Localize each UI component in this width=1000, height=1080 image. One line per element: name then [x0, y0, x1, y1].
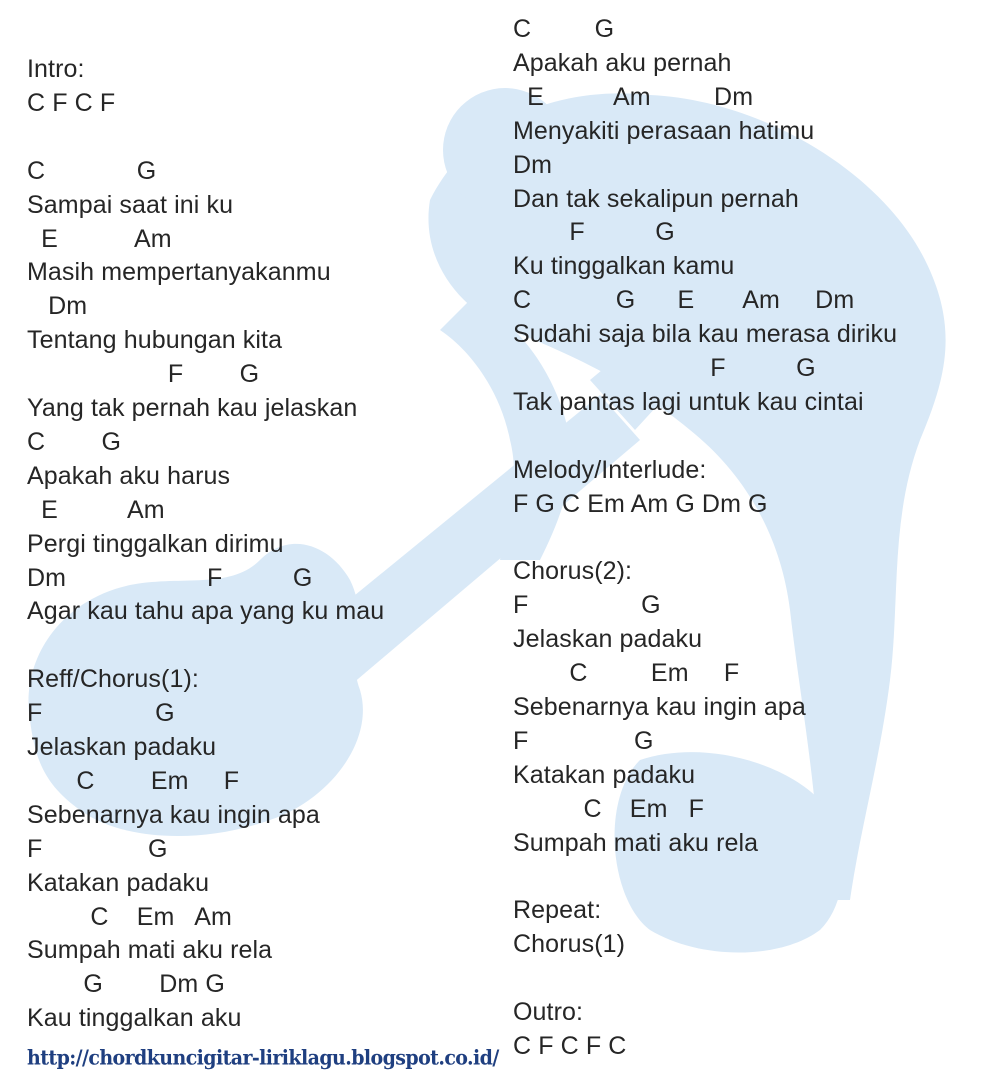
lyric-line: Reff/Chorus(1): [27, 665, 199, 694]
lyric-line: E Am Dm [513, 82, 754, 111]
lyric-line: Apakah aku harus [27, 461, 231, 490]
lyric-line: Sudahi saja bila kau merasa diriku [513, 320, 898, 349]
lyric-line: G Dm G [27, 970, 225, 999]
lyric-line: Katakan padaku [27, 868, 210, 897]
lyric-line: C G [27, 156, 157, 185]
lyric-line: Pergi tinggalkan dirimu [27, 529, 284, 558]
lyric-line: C Em Am [27, 902, 232, 931]
lyric-line: Repeat: [513, 896, 602, 925]
lyric-line: Jelaskan padaku [27, 733, 217, 761]
lyric-line: C G E Am Dm [513, 286, 855, 315]
lyric-line: Sumpah mati aku rela [27, 936, 273, 965]
lyric-line: F G [27, 834, 168, 863]
lyric-line: Dm [27, 292, 88, 321]
lyric-line: Chorus(1) [513, 930, 626, 959]
lyric-line: F G [513, 726, 654, 755]
lyric-line: C F C F C [513, 1032, 627, 1060]
lyric-line: Tentang hubungan kita [27, 326, 283, 355]
lyric-line: Sumpah mati aku rela [513, 828, 759, 857]
lyric-line: Jelaskan padaku [513, 625, 703, 654]
lyric-line: Melody/Interlude: [513, 455, 707, 484]
lyric-line: Menyakiti perasaan hatimu [513, 116, 815, 145]
lyric-line: Chorus(2): [513, 557, 633, 586]
lyric-line: C Em F [27, 766, 240, 795]
lyric-line: Apakah aku pernah [513, 48, 732, 77]
lyric-line: E Am [27, 224, 172, 253]
lyric-line: Ku tinggalkan kamu [513, 252, 735, 281]
lyric-line: Outro: [513, 998, 584, 1027]
lyric-line: F G [513, 354, 816, 382]
lyric-line: F G C Em Am G Dm G [513, 489, 768, 518]
lyric-line: C F C F [27, 88, 116, 117]
lyric-line: C G [513, 15, 615, 43]
lyric-line: F G [27, 360, 260, 389]
lyric-line: Yang tak pernah kau jelaskan [27, 394, 358, 422]
lyric-line: Tak pantas lagi untuk kau cintai [513, 387, 864, 416]
lyric-line: Sebenarnya kau ingin apa [513, 693, 806, 721]
lyric-line: Intro: [27, 55, 85, 83]
source-url-link[interactable]: http://chordkuncigitar-liriklagu.blogspot.co.id/ [27, 1046, 499, 1070]
lyric-line: Sebenarnya kau ingin apa [27, 800, 320, 829]
lyric-line: Katakan padaku [513, 760, 696, 789]
lyric-line: C Em F [513, 794, 705, 823]
lyric-line: Agar kau tahu apa yang ku mau [27, 597, 385, 626]
lyric-line: E Am [27, 495, 165, 524]
lyric-line: F G [513, 591, 661, 620]
lyric-line: C G [27, 427, 122, 456]
lyric-line: Dan tak sekalipun pernah [513, 184, 799, 213]
lyric-line: Kau tinggalkan aku [27, 1004, 242, 1033]
lyric-line: C Em F [513, 659, 740, 688]
lyric-line: Sampai saat ini ku [27, 190, 234, 219]
lyric-line: F G [513, 218, 675, 247]
lyric-line: Dm F G [27, 563, 313, 592]
lyric-line: Masih mempertanyakanmu [27, 258, 331, 287]
lyric-line: F G [27, 699, 175, 728]
lyric-line: Dm [513, 150, 553, 179]
